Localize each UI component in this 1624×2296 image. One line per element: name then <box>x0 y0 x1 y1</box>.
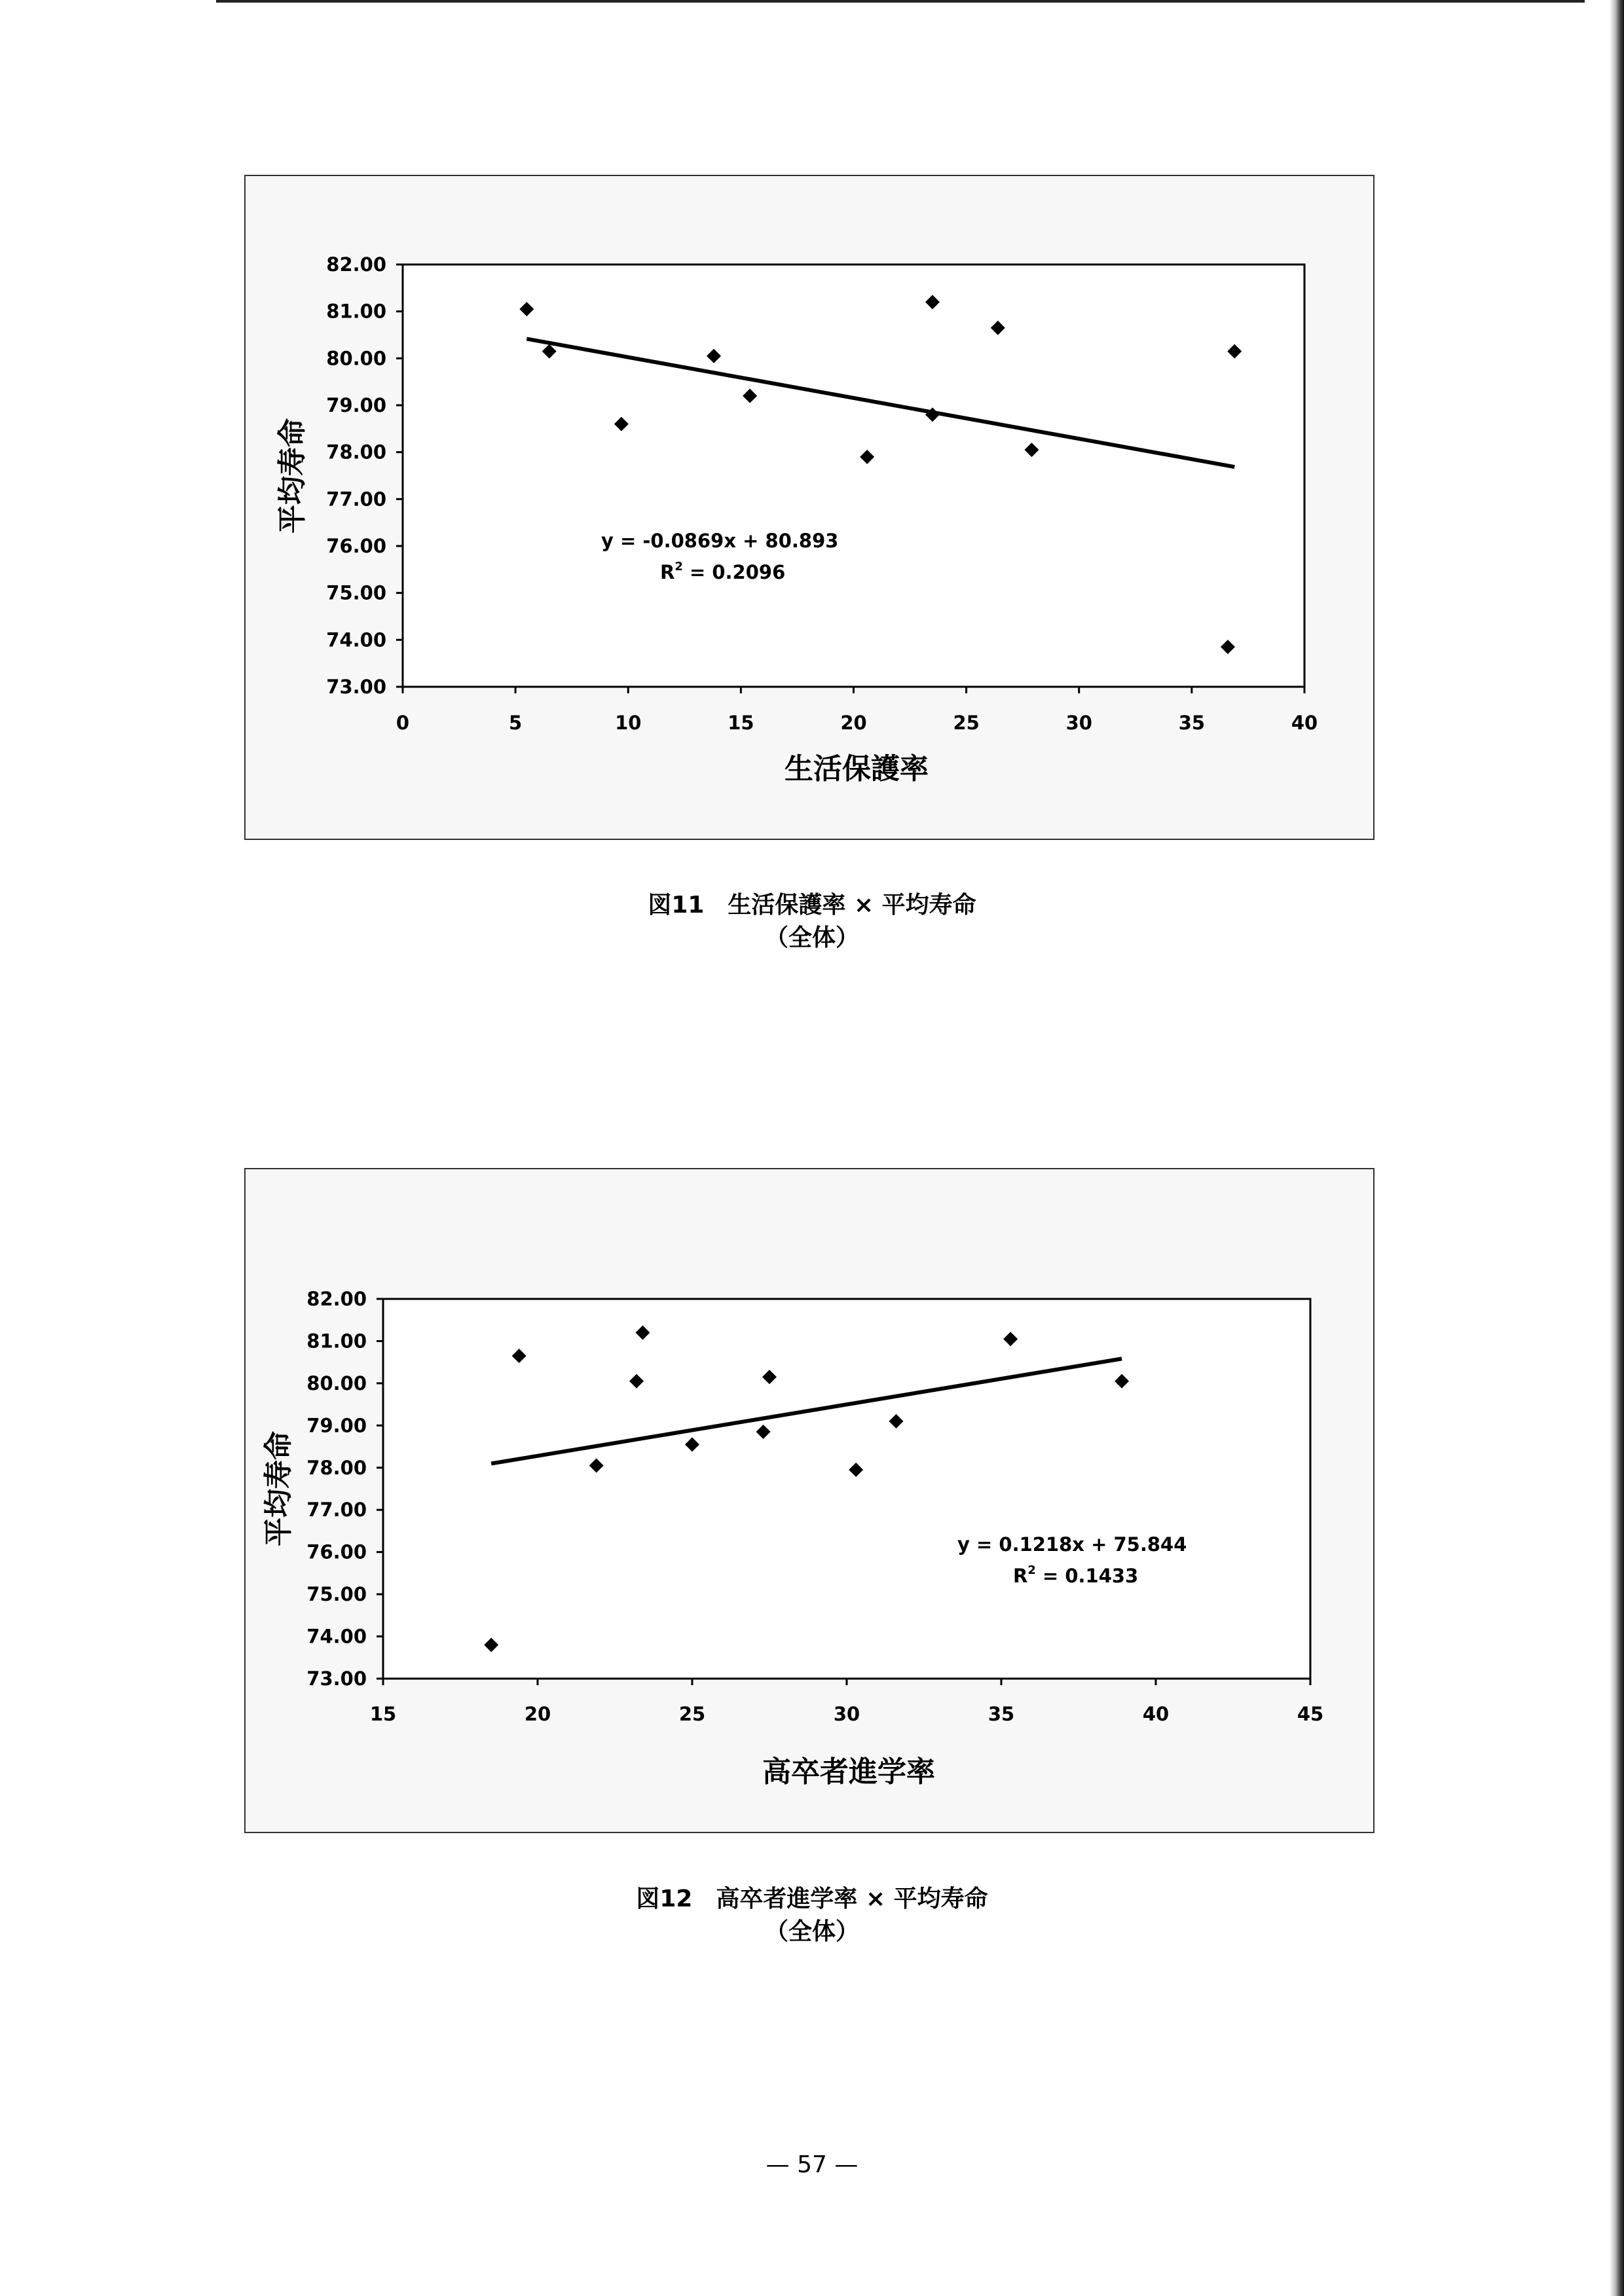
y-tick-label: 78.00 <box>306 1456 367 1479</box>
chart-figure-11 <box>244 175 1375 840</box>
y-tick-label: 82.00 <box>306 1288 367 1310</box>
x-tick-label: 40 <box>1291 712 1318 734</box>
y-tick-label: 79.00 <box>306 1414 367 1437</box>
figure-12-caption-line1: 図12 高卒者進学率 × 平均寿命 <box>636 1886 988 1912</box>
figure-12-caption <box>0 1883 1624 1948</box>
figure-11-caption-line1: 図11 生活保護率 × 平均寿命 <box>648 892 976 919</box>
y-axis-title: 平均寿命 <box>262 1431 295 1546</box>
x-tick-label: 30 <box>833 1703 860 1725</box>
r-squared-label: $R^2 = 0.1433$ <box>1013 1563 1139 1587</box>
x-tick-label: 5 <box>509 712 523 734</box>
x-tick-label: 20 <box>524 1703 551 1725</box>
chart-figure-12 <box>244 1168 1375 1833</box>
y-tick-label: 77.00 <box>326 488 386 511</box>
y-tick-label: 81.00 <box>326 300 386 323</box>
trendline-equation: y = -0.0869x + 80.893 <box>601 530 839 552</box>
x-tick-label: 35 <box>987 1703 1015 1725</box>
x-tick-label: 20 <box>840 712 867 734</box>
y-tick-label: 80.00 <box>326 347 386 370</box>
y-tick-label: 73.00 <box>306 1667 367 1690</box>
y-tick-label: 76.00 <box>306 1540 367 1563</box>
y-tick-label: 76.00 <box>326 535 386 557</box>
y-tick-label: 73.00 <box>326 676 386 698</box>
top-rule <box>216 0 1585 3</box>
x-tick-label: 15 <box>728 712 754 734</box>
r-squared-label: $R^2 = 0.2096$ <box>660 560 786 583</box>
x-tick-label: 10 <box>615 712 642 734</box>
x-tick-label: 0 <box>396 712 410 734</box>
y-tick-label: 82.00 <box>326 253 386 276</box>
y-tick-label: 78.00 <box>326 441 386 464</box>
figure-12-caption-line2: （全体） <box>764 1918 859 1945</box>
x-tick-label: 35 <box>1178 712 1206 734</box>
chart-11-svg <box>246 176 1373 839</box>
y-tick-label: 74.00 <box>326 629 386 651</box>
trendline-equation: y = 0.1218x + 75.844 <box>957 1533 1187 1556</box>
y-axis-title: 平均寿命 <box>276 418 309 534</box>
x-tick-label: 30 <box>1065 712 1092 734</box>
x-tick-label: 25 <box>678 1703 706 1725</box>
x-axis-title: 生活保護率 <box>784 752 929 786</box>
figure-11-caption <box>0 889 1624 955</box>
chart-12-svg <box>246 1169 1373 1832</box>
y-tick-label: 74.00 <box>306 1625 367 1648</box>
y-tick-label: 75.00 <box>326 581 386 604</box>
y-tick-label: 80.00 <box>306 1372 367 1394</box>
x-tick-label: 45 <box>1297 1703 1324 1725</box>
x-tick-label: 40 <box>1142 1703 1170 1725</box>
page-number: — 57 — <box>766 2151 858 2178</box>
y-tick-label: 75.00 <box>306 1583 367 1606</box>
figure-11-caption-line2: （全体） <box>764 924 859 951</box>
x-tick-label: 15 <box>369 1703 397 1725</box>
y-tick-label: 77.00 <box>306 1499 367 1522</box>
x-tick-label: 25 <box>953 712 980 734</box>
plot-area <box>403 264 1304 687</box>
y-tick-label: 79.00 <box>326 394 386 416</box>
x-axis-title: 高卒者進学率 <box>762 1755 935 1789</box>
y-tick-label: 81.00 <box>306 1330 367 1353</box>
page-edge-shadow <box>1610 0 1624 2296</box>
